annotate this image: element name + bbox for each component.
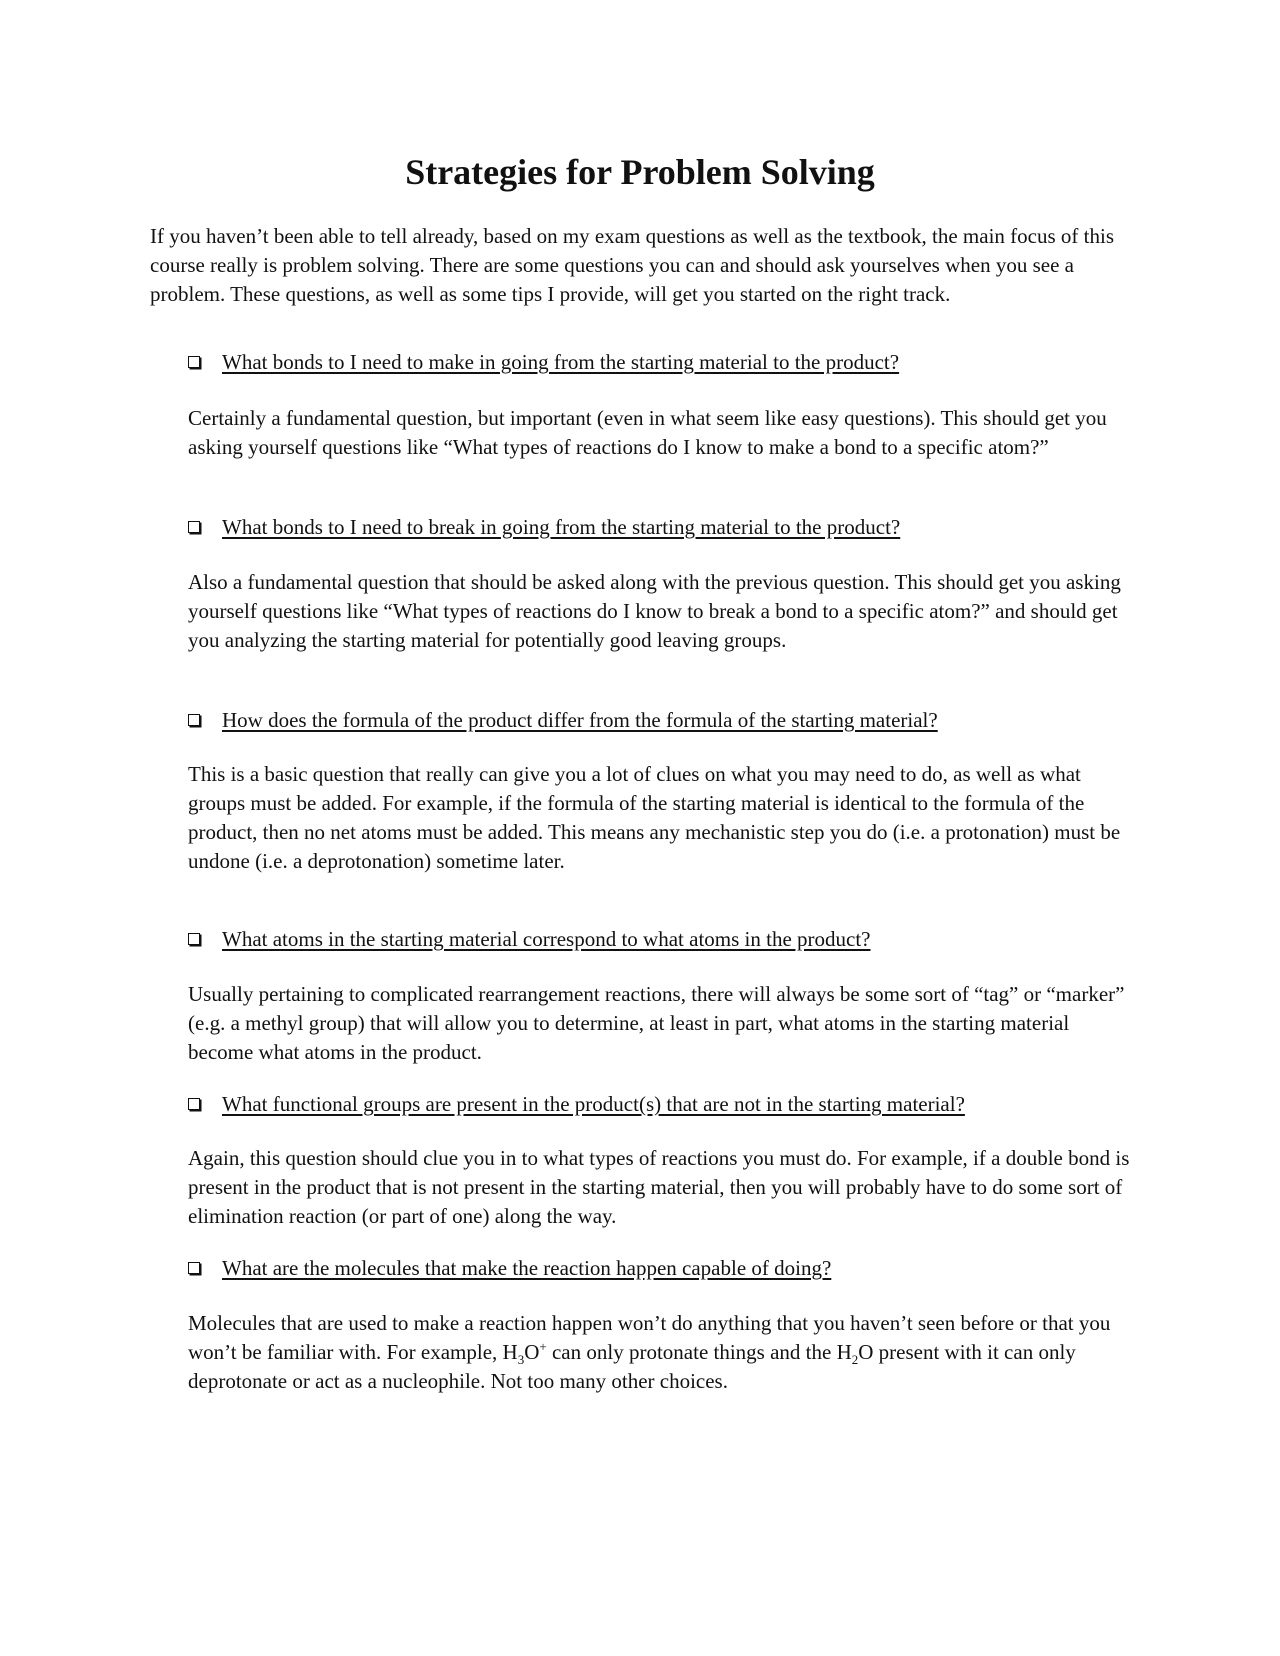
answer-3: This is a basic question that really can give you a lot of clues on what you may need to do, as well as what groups must be added. For example, if the formula of the starting material is identical to the formula of the product, then no net atoms must be added. This means any mechanistic step you do (i.e. a protonation) must be undone (i.e. a deprotonation) sometime later. bbox=[188, 762, 1121, 873]
question-6-text: What are the molecules that make the reaction happen capable of doing? bbox=[222, 1256, 832, 1280]
question-5 bbox=[188, 1090, 1188, 1119]
question-1-text: What bonds to I need to make in going from the starting material to the product? bbox=[222, 350, 900, 374]
answer-2: Also a fundamental question that should be asked along with the previous question. This should get you asking yourself questions like “What types of reactions do I know to break a bond to a specific atom?” and should get you analyzing the starting material for potentially good leaving groups. bbox=[188, 570, 1121, 652]
question-3 bbox=[188, 706, 1188, 735]
answer-6-part-4: O present with it can only deprotonate or act as a nucleophile. Not too many other choices. bbox=[188, 1340, 1076, 1393]
answer-6 bbox=[188, 1309, 1138, 1396]
subscript-2: 2 bbox=[851, 1352, 859, 1368]
question-2-text: What bonds to I need to break in going from the starting material to the product? bbox=[222, 515, 901, 539]
answer-1: Certainly a fundamental question, but important (even in what seem like easy questions). This should get you asking yourself questions like “What types of reactions do I know to make a bond to a specific atom?” bbox=[188, 406, 1107, 459]
checkbox-bullet-icon bbox=[188, 1098, 200, 1110]
checkbox-bullet-icon bbox=[188, 933, 200, 945]
checkbox-bullet-icon bbox=[188, 356, 200, 368]
superscript-plus: + bbox=[539, 1339, 547, 1354]
question-6 bbox=[188, 1254, 1188, 1283]
intro-paragraph: If you haven’t been able to tell already, based on my exam questions as well as the textbook, the main focus of this course really is problem solving. There are some questions you can and should ask yourselves when you see a problem. These questions, as well as some tips I provide, will get you started on the right track. bbox=[150, 224, 1114, 306]
answer-6-part-2: O bbox=[524, 1340, 540, 1364]
question-3-text: How does the formula of the product differ from the formula of the starting material? bbox=[222, 708, 938, 732]
page-title: Strategies for Problem Solving bbox=[405, 152, 875, 192]
question-1 bbox=[188, 348, 1188, 377]
checkbox-bullet-icon bbox=[188, 714, 200, 726]
answer-4: Usually pertaining to complicated rearrangement reactions, there will always be some sort of “tag” or “marker” (e.g. a methyl group) that will allow you to determine, at least in part, what atoms in the starting material become what atoms in the product. bbox=[188, 982, 1125, 1064]
subscript-3: 3 bbox=[517, 1352, 525, 1368]
answer-6-part-1: Molecules that are used to make a reaction happen won’t do anything that you haven’t seen before or that you won’t be familiar with. For example, H bbox=[188, 1311, 1111, 1364]
question-5-text: What functional groups are present in the product(s) that are not in the starting material? bbox=[222, 1092, 965, 1116]
question-4-text: What atoms in the starting material correspond to what atoms in the product? bbox=[222, 927, 871, 951]
checkbox-bullet-icon bbox=[188, 1262, 200, 1274]
question-2 bbox=[188, 513, 1188, 542]
checkbox-bullet-icon bbox=[188, 521, 200, 533]
question-4 bbox=[188, 925, 1188, 954]
answer-5: Again, this question should clue you in to what types of reactions you must do. For example, if a double bond is present in the product that is not present in the starting material, then you will probably have to do some sort of elimination reaction (or part of one) along the way. bbox=[188, 1146, 1130, 1228]
answer-6-part-3: can only protonate things and the H bbox=[546, 1340, 852, 1364]
